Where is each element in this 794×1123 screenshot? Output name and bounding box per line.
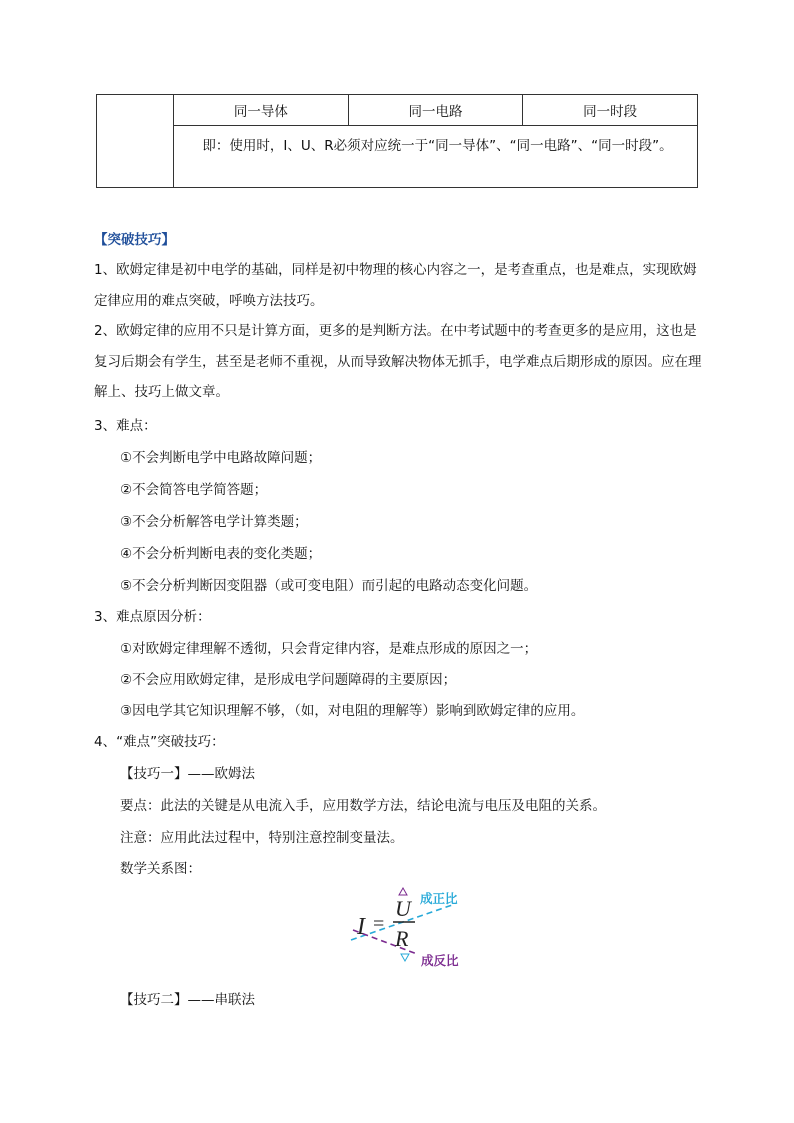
tip1-title: 【技巧一】——欧姆法 [120,766,255,782]
table-left-cell [97,95,174,187]
paragraph-2: 2、欧姆定律的应用不只是计算方面，更多的是判断方法。在中考试题中的考查更多的是应用，这也是复习后期会有学生，甚至是老师不重视，从而导致解决物体无抓手，电学难点后期形成的原因。应在理解上、技巧上做文章。 [94,323,702,400]
table-cell: 同一电路 [349,95,524,125]
section-title: 【突破技巧】 [94,232,175,248]
table-cell: 同一导体 [174,95,349,125]
tip2-title: 【技巧二】——串联法 [120,992,255,1008]
ohm-law-diagram [343,882,473,974]
list-item: ④不会分析判断电表的变化类题； [120,546,322,562]
equals-sign: = [373,913,385,935]
tip1-key-point: 要点：此法的关键是从电流入手，应用数学方法，结论电流与电压及电阻的关系。 [120,798,606,814]
r-triangle-marker [401,954,409,961]
list-item: ②不会应用欧姆定律，是形成电学问题障碍的主要原因； [120,672,457,688]
paragraph-1: 1、欧姆定律是初中电学的基础，同样是初中物理的核心内容之一，是考查重点，也是难点，实现欧姆定律应用的难点突破，呼唤方法技巧。 [94,262,697,309]
condition-table [96,94,698,188]
table-note: 即：使用时，I、U、R必须对应统一于“同一导体”、“同一电路”、“同一时段”。 [202,138,673,154]
inverse-proportion-label: 成反比 [421,953,459,968]
voltage-symbol: U [395,896,411,921]
tips-title: 4、“难点”突破技巧： [94,734,225,750]
list-item: ③因电学其它知识理解不够，（如，对电阻的理解等）影响到欧姆定律的应用。 [120,703,585,719]
table-header-row [174,95,697,126]
list-item: ③不会分析解答电学计算类题； [120,514,308,530]
current-symbol: I [357,914,365,940]
u-triangle-marker [399,888,407,895]
list-item: ②不会简答电学简答题； [120,482,268,498]
direct-proportion-label: 成正比 [420,891,458,906]
resistance-symbol: R [395,926,409,951]
tip1-note: 注意：应用此法过程中，特别注意控制变量法。 [120,830,404,846]
difficulties-title: 3、难点： [94,418,157,434]
list-item: ①对欧姆定律理解不透彻，只会背定律内容，是难点形成的原因之一； [120,641,538,657]
list-item: ①不会判断电学中电路故障问题； [120,450,322,466]
causes-title: 3、难点原因分析： [94,609,211,625]
table-cell: 同一时段 [583,104,638,120]
list-item: ⑤不会分析判断因变阻器（或可变电阻）而引起的电路动态变化问题。 [120,578,538,594]
tip1-diagram-label: 数学关系图： [120,861,201,877]
